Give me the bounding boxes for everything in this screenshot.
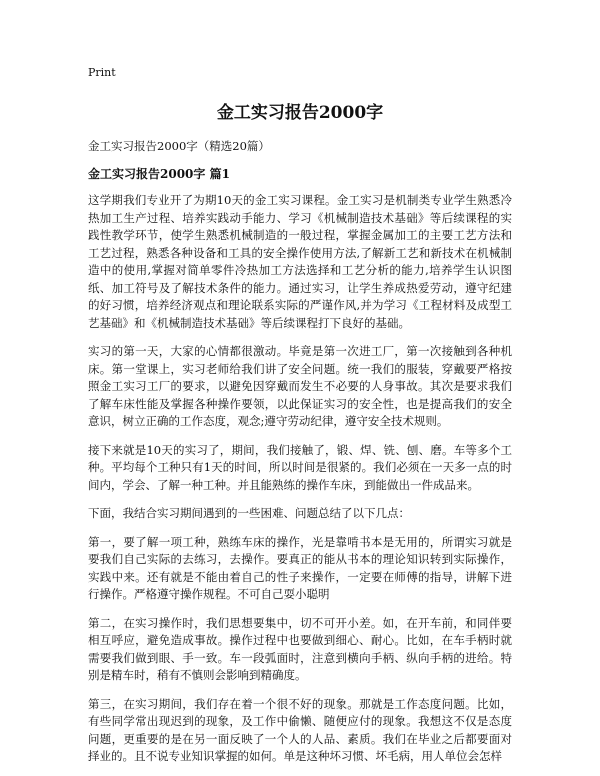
paragraph-3: 接下来就是10天的实习了，期间，我们接触了，锻、焊、铣、刨、磨。车等多个工种。平均每个工种只有1天的时间，所以时间是很紧的。我们必须在一天多一点的时间内，学会、了解一种工种。并且能熟练的操作车床，到能做出一件成品来。	[88, 442, 512, 492]
print-label: Print	[88, 66, 116, 79]
paragraph-6: 第二，在实习操作时，我们思想要集中，切不可开小差。如，在开车前，和同伴要相互呼应，避免造成事故。操作过程中也要做到细心、耐心。比如，在车手柄时就需要我们做到眼、手一致。车一段弧面时，注意到横向手柄、纵向手柄的进给。特别是精车时，稍有不慎则会影响到精确度。	[88, 615, 512, 682]
section-heading: 金工实习报告2000字 篇1	[88, 167, 230, 181]
paragraph-7: 第三，在实习期间，我们存在着一个很不好的现象。那就是工作态度问题。比如，有些同学常出现迟到的现象，及工作中偷懒、随便应付的现象。我想这不仅是态度问题，更重要的是在另一面反映了一个人的人品、素质。我们在毕业之后都要面对择业的。且不说专业知识掌握的如何。单是这种坏习惯、坏毛病，用人单位会怎样	[88, 696, 512, 763]
paragraph-2: 实习的第一天，大家的心情都很激动。毕竟是第一次进工厂，第一次接触到各种机床。第一堂课上，实习老师给我们讲了安全问题。统一我们的服装，穿戴要严格按照金工实习工厂的要求，以避免因穿戴而发生不必要的人身事故。其次是要求我们了解车床性能及掌握各种操作要领，以此保证实习的安全性，也是提高我们的安全意识，树立正确的工作态度，观念;遵守劳动纪律，遵守安全技术规则。	[88, 344, 512, 428]
document-title: 金工实习报告2000字	[216, 103, 384, 123]
paragraph-5: 第一，要了解一项工种，熟练车床的操作，光是靠啃书本是无用的，所谓实习就是要我们自己实际的去练习，去操作。要真正的能从书本的理论知识转到实际操作，实践中来。还有就是不能由着自己的性子来操作，一定要在师傅的指导，讲解下进行操作。严格遵守操作规程。不可自己耍小聪明	[88, 534, 512, 601]
paragraph-1: 这学期我们专业开了为期10天的金工实习课程。金工实习是机制类专业学生熟悉冷热加工生产过程、培养实践动手能力、学习《机械制造技术基础》等后续课程的实践性教学环节，使学生熟悉机械制造的一般过程，掌握金属加工的主要工艺方法和工艺过程，熟悉各种设备和工具的安全操作使用方法,了解新工艺和新技术在机械制造中的使用,掌握对简单零件冷热加工方法选择和工艺分析的能力,培养学生认识图纸、加工符号及了解技术条件的能力。通过实习，让学生养成热爱劳动，遵守纪建的好习惯，培养经济观点和理论联系实际的严谨作风,并为学习《工程材料及成型工艺基础》和《机械制造技术基础》等后续课程打下良好的基础。	[88, 193, 512, 330]
paragraph-4: 下面，我结合实习期间遇到的一些困难、问题总结了以下几点：	[88, 506, 410, 520]
document-subtitle: 金工实习报告2000字（精选20篇）	[88, 139, 270, 153]
